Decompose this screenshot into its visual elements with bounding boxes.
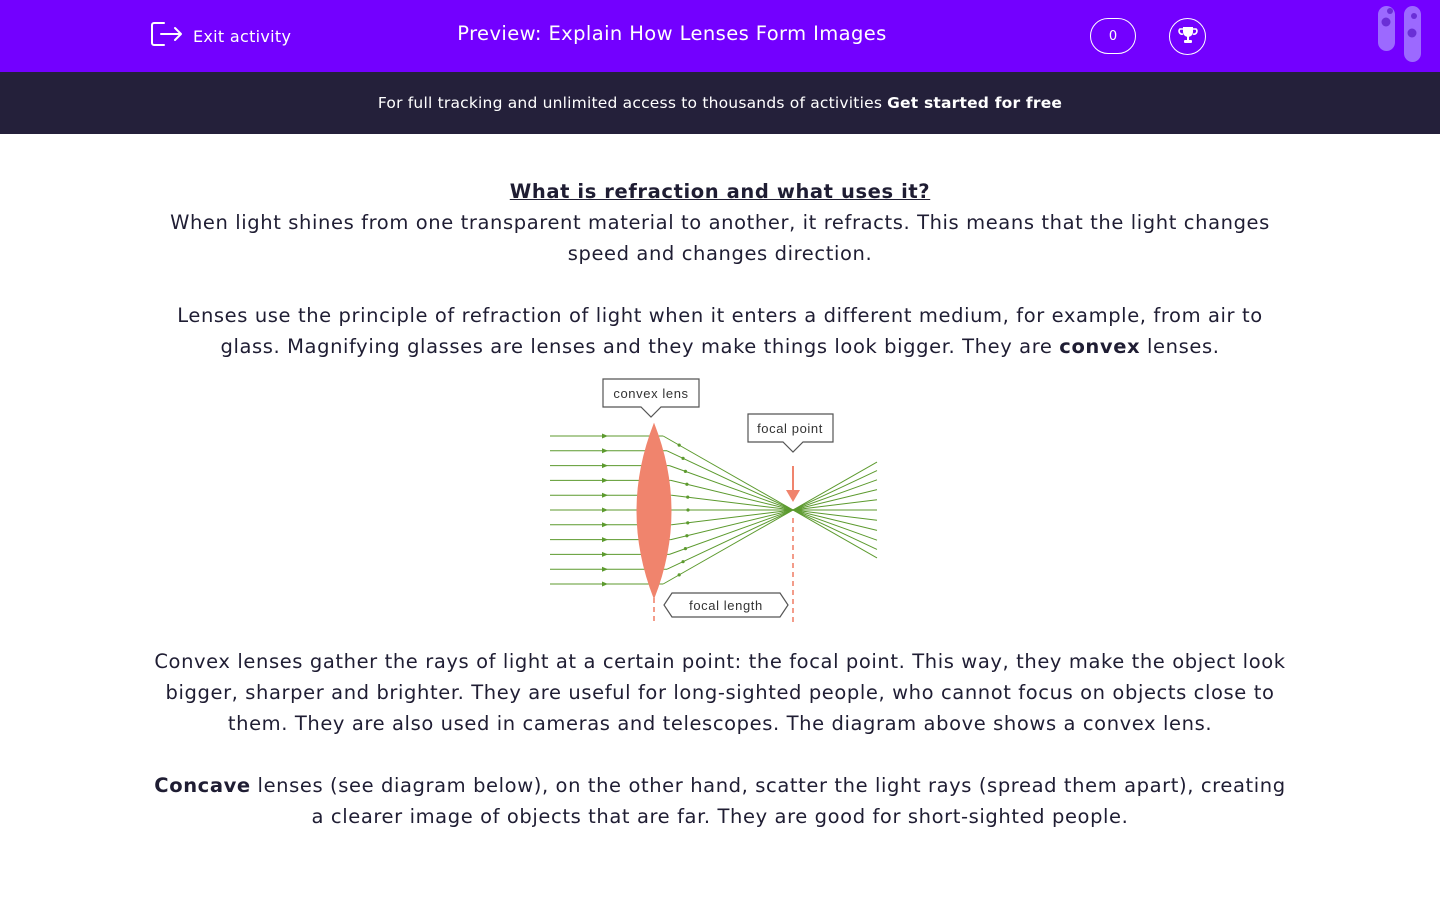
- paragraph-refraction: When light shines from one transparent material to another, it refracts. This means that the light changes speed and changes direction.: [170, 211, 1270, 265]
- promo-banner: [0, 72, 1440, 134]
- refracted-ray: [669, 480, 877, 555]
- refracted-ray: [667, 471, 877, 570]
- section-heading: What is refraction and what uses it?: [509, 180, 931, 203]
- paragraph-convex-lenses: Convex lenses gather the rays of light at a certain point: the focal point. This way, they make the object look bigger, sharper and brighter. They are useful for long-sighted people, who cannot focus on objects close to them. They are also used in cameras and telescopes. The diagram above shows a convex lens.: [154, 650, 1286, 735]
- refracted-ray-arrow: [686, 521, 689, 524]
- refracted-ray: [671, 480, 877, 530]
- concave-term: Concave: [154, 774, 251, 797]
- incoming-ray-arrow: [602, 478, 608, 483]
- promo-text: For full tracking and unlimited access to thousands of activities: [377, 94, 883, 112]
- incoming-ray-arrow: [602, 463, 608, 468]
- refracted-ray-arrow: [678, 444, 681, 447]
- trophy-button[interactable]: [1169, 18, 1206, 55]
- incoming-ray-arrow: [602, 493, 608, 498]
- refracted-ray-arrow: [686, 508, 689, 511]
- incoming-ray-arrow: [602, 434, 608, 439]
- focal-length-callout: [664, 593, 788, 617]
- refracted-ray: [669, 466, 877, 541]
- paragraph-lenses: Lenses use the principle of refraction of light when it enters a different medium, for example, from air to glass. Magnifying glasses are lenses and they make things look bigger. They are convex lenses.: [177, 304, 1263, 358]
- refracted-ray-arrow: [681, 457, 684, 460]
- refracted-ray-arrow: [685, 534, 688, 537]
- focal-point-callout: [748, 414, 833, 452]
- convex-lens-callout: [603, 379, 699, 417]
- refracted-ray-arrow: [684, 547, 687, 550]
- incoming-ray-arrow: [602, 508, 608, 513]
- refracted-ray-arrow: [684, 470, 687, 473]
- convex-term: convex: [1059, 335, 1141, 358]
- refracted-ray: [671, 490, 877, 540]
- test-tubes-logo: [1376, 6, 1428, 68]
- convex-lens-shape: [637, 424, 671, 598]
- lesson-content: [150, 176, 1290, 832]
- incoming-ray-arrow: [602, 567, 608, 572]
- focal-point-label: focal point: [757, 421, 823, 436]
- refracted-ray-arrow: [681, 560, 684, 563]
- incoming-ray-arrow: [602, 448, 608, 453]
- incoming-ray-arrow: [602, 582, 608, 587]
- refracted-ray-arrow: [678, 573, 681, 576]
- incoming-ray-arrow: [602, 552, 608, 557]
- score-badge: 0: [1090, 18, 1136, 54]
- trophy-icon: [1177, 24, 1199, 50]
- get-started-link[interactable]: Get started for free: [887, 94, 1063, 112]
- exit-activity-label: Exit activity: [193, 26, 292, 46]
- top-bar: [0, 0, 1440, 72]
- incoming-ray-arrow: [602, 537, 608, 542]
- focal-point-arrowhead: [786, 490, 800, 502]
- refracted-ray: [667, 451, 877, 550]
- paragraph-concave-lenses: Concave lenses (see diagram below), on the other hand, scatter the light rays (spread them apart), creating a clearer image of objects that are far. They are good for short-sighted people.: [154, 774, 1286, 828]
- page-title: Preview: Explain How Lenses Form Images: [457, 22, 887, 45]
- focal-length-label: focal length: [689, 598, 763, 613]
- refracted-ray-arrow: [686, 496, 689, 499]
- convex-lens-label: convex lens: [613, 386, 689, 401]
- incoming-ray-arrow: [602, 522, 608, 527]
- refracted-ray-arrow: [685, 483, 688, 486]
- convex-lens-diagram: [550, 376, 890, 624]
